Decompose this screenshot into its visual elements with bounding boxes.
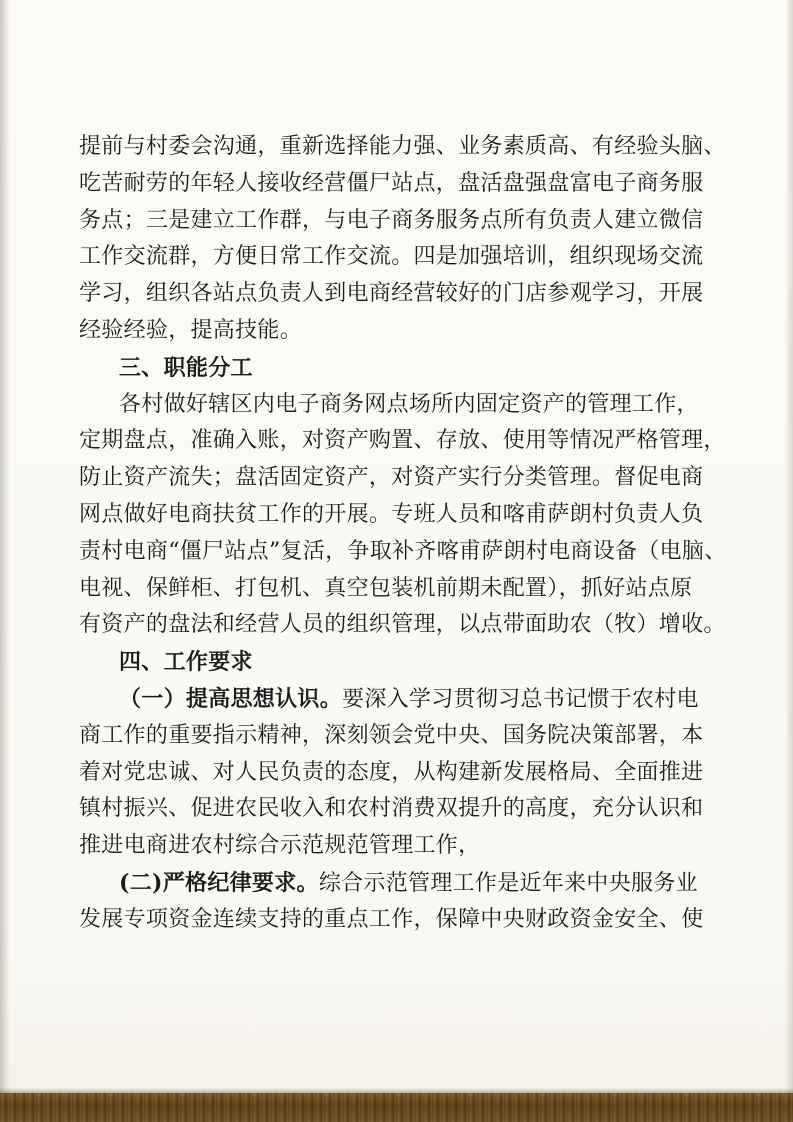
paragraph-text: 要深入学习贯彻习总书记惯于农村电 [342, 686, 699, 712]
paragraph-line-with-lead [79, 868, 719, 898]
document-body [79, 132, 727, 942]
paragraph-line: 镇村振兴、促进农民收入和农村消费双提升的高度，充分认识和 [79, 796, 704, 822]
subsection-lead-2: (二)严格纪律要求。 [119, 869, 319, 896]
paragraph-line: 商工作的重要指示精神，深刻领会党中央、国务院决策部署，本 [79, 722, 704, 748]
subsection-lead-1: （一）提高思想认识。 [119, 685, 343, 712]
paragraph-line: 各村做好辖区内电子商务网点场所内固定资产的管理工作， [119, 391, 699, 417]
section-heading-3: 三、职能分工 [119, 354, 253, 381]
paragraph-line-with-lead [79, 684, 719, 714]
paragraph-line: 防止资产流失；盘活固定资产，对资产实行分类管理。督促电商 [79, 465, 704, 491]
paragraph-text: 综合示范管理工作是近年来中央服务业 [318, 870, 698, 896]
paragraph-line: 经验经验，提高技能。 [79, 317, 303, 343]
paragraph-line: 工作交流群，方便日常工作交流。四是加强培训，组织现场交流 [79, 244, 704, 270]
paragraph-line: 电视、保鲜柜、打包机、真空包装机前期未配置），抓好站点原 [79, 575, 693, 601]
paragraph-line: 有资产的盘法和经营人员的组织管理，以点带面助农（牧）增收。 [79, 612, 726, 638]
paragraph-line: 推进电商进农村综合示范规范管理工作， [79, 833, 481, 859]
paragraph-line: 学习，组织各站点负责人到电商经营较好的门店参观学习，开展 [79, 281, 704, 307]
page-left-shadow [0, 0, 10, 1122]
paragraph-line: 发展专项资金连续支持的重点工作，保障中央财政资金安全、使 [79, 906, 704, 932]
section-heading-4: 四、工作要求 [119, 649, 253, 676]
paragraph-line: 着对党忠诚、对人民负责的态度，从构建新发展格局、全面推进 [79, 759, 704, 785]
paragraph-line: 提前与村委会沟通，重新选择能力强、业务素质高、有经验头脑、 [79, 134, 726, 159]
paragraph-line: 定期盘点，准确入账，对资产购置、存放、使用等情况严格管理， [79, 428, 726, 454]
paragraph-line: 网点做好电商扶贫工作的开展。专班人员和喀甫萨朗村负责人负 [79, 501, 704, 527]
paragraph-line: 吃苦耐劳的年轻人接收经营僵尸站点，盘活盘强盘富电子商务服 [79, 170, 704, 196]
paragraph-line: 务点；三是建立工作群，与电子商务服务点所有负责人建立微信 [79, 207, 704, 233]
scan-bottom-band [0, 1093, 793, 1122]
paragraph-line: 责村电商“僵尸站点”复活，争取补齐喀甫萨朗村电商设备（电脑、 [79, 538, 727, 564]
page-right-shadow [785, 0, 793, 1122]
